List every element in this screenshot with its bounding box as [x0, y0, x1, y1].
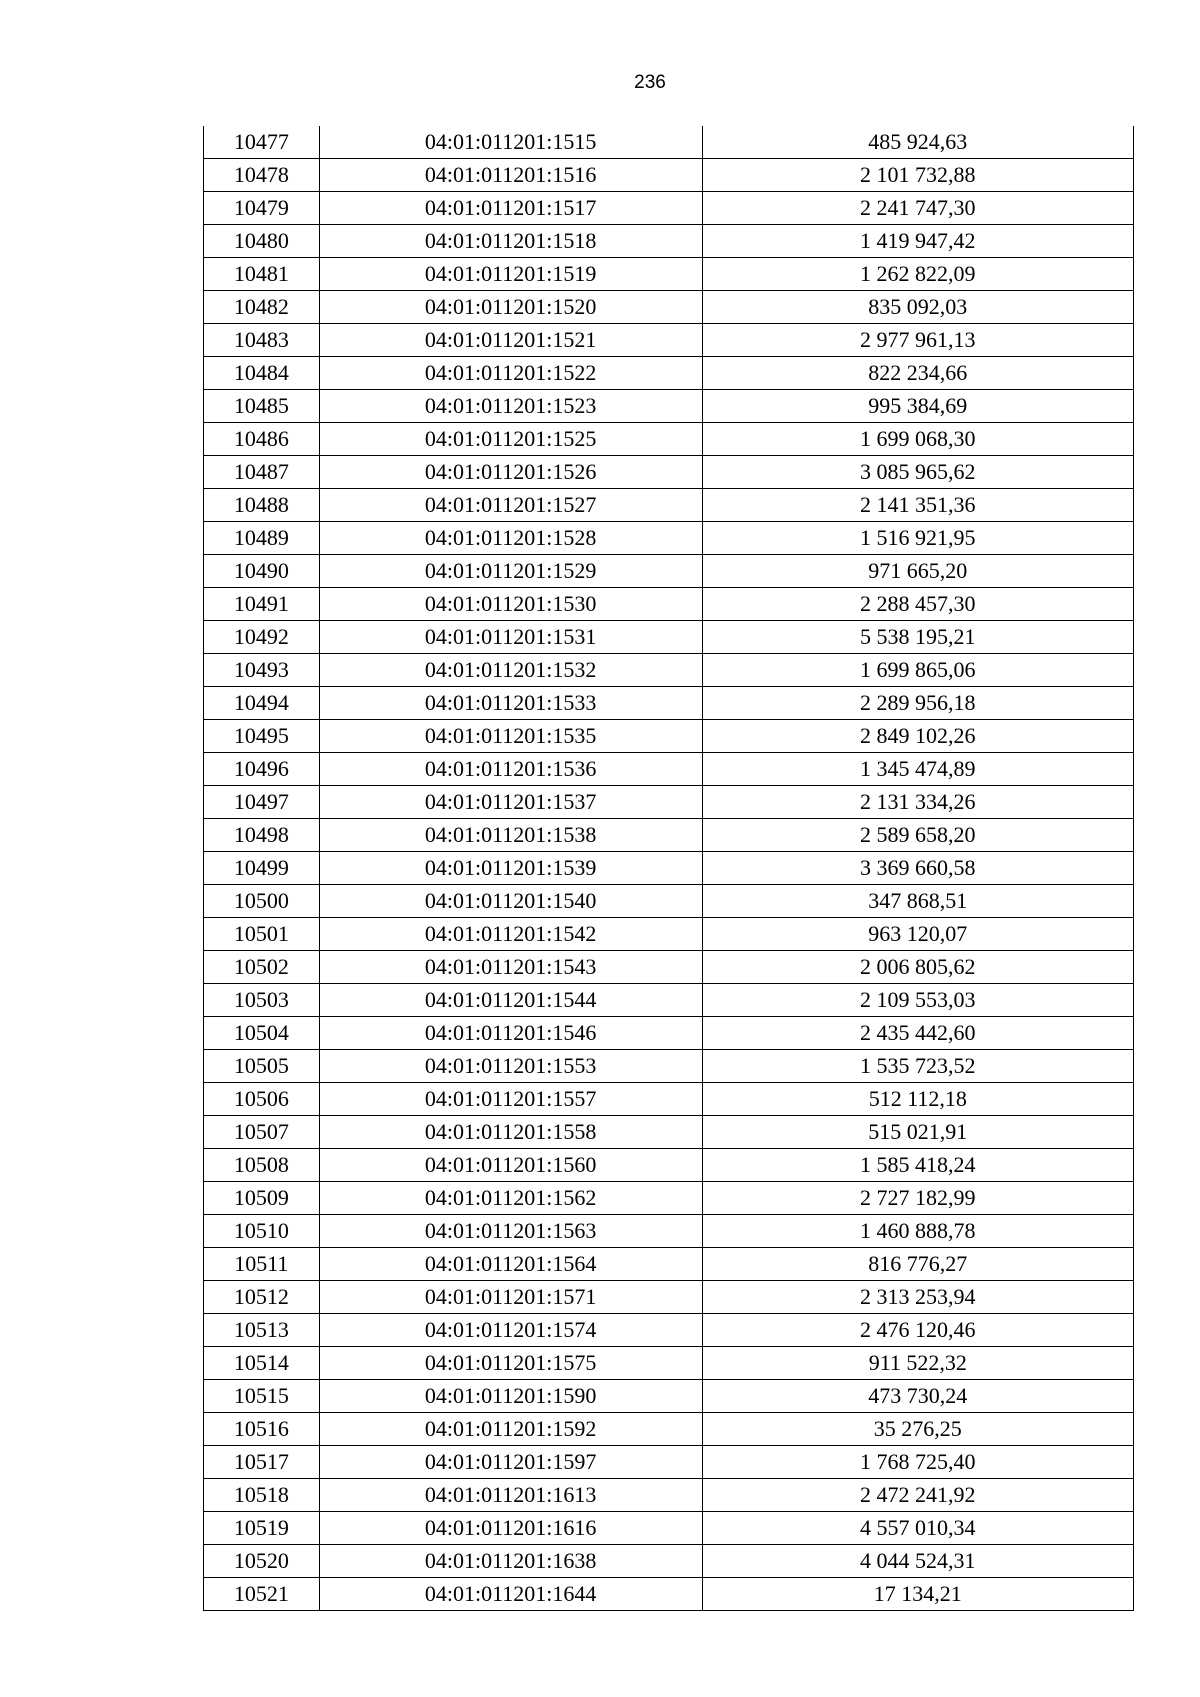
row-number-cell: 10511 — [204, 1248, 320, 1281]
row-number-cell: 10484 — [204, 357, 320, 390]
row-number-cell: 10503 — [204, 984, 320, 1017]
row-number-cell: 10520 — [204, 1545, 320, 1578]
cadastral-value-cell: 3 369 660,58 — [702, 852, 1133, 885]
table-row — [204, 654, 1134, 687]
cadastral-number-cell: 04:01:011201:1521 — [319, 324, 702, 357]
cadastral-value-cell: 512 112,18 — [702, 1083, 1133, 1116]
cadastral-value-cell: 2 472 241,92 — [702, 1479, 1133, 1512]
cadastral-value-cell: 4 557 010,34 — [702, 1512, 1133, 1545]
table-row — [204, 1347, 1134, 1380]
row-number-cell: 10478 — [204, 159, 320, 192]
cadastral-value-cell: 3 085 965,62 — [702, 456, 1133, 489]
cadastral-number-cell: 04:01:011201:1526 — [319, 456, 702, 489]
table-row — [204, 885, 1134, 918]
cadastral-number-cell: 04:01:011201:1574 — [319, 1314, 702, 1347]
table-row — [204, 588, 1134, 621]
row-number-cell: 10486 — [204, 423, 320, 456]
table-row — [204, 324, 1134, 357]
row-number-cell: 10518 — [204, 1479, 320, 1512]
table-row — [204, 687, 1134, 720]
table-row — [204, 456, 1134, 489]
cadastral-number-cell: 04:01:011201:1540 — [319, 885, 702, 918]
cadastral-number-cell: 04:01:011201:1638 — [319, 1545, 702, 1578]
table-row — [204, 1116, 1134, 1149]
cadastral-value-cell: 2 109 553,03 — [702, 984, 1133, 1017]
table-row — [204, 159, 1134, 192]
cadastral-number-cell: 04:01:011201:1590 — [319, 1380, 702, 1413]
cadastral-number-cell: 04:01:011201:1616 — [319, 1512, 702, 1545]
table-row — [204, 1149, 1134, 1182]
table-row — [204, 390, 1134, 423]
cadastral-number-cell: 04:01:011201:1519 — [319, 258, 702, 291]
table-row — [204, 258, 1134, 291]
table-row — [204, 1050, 1134, 1083]
table-row — [204, 1083, 1134, 1116]
cadastral-number-cell: 04:01:011201:1539 — [319, 852, 702, 885]
table-row — [204, 225, 1134, 258]
row-number-cell: 10490 — [204, 555, 320, 588]
cadastral-number-cell: 04:01:011201:1527 — [319, 489, 702, 522]
cadastral-number-cell: 04:01:011201:1544 — [319, 984, 702, 1017]
row-number-cell: 10492 — [204, 621, 320, 654]
cadastral-value-cell: 2 241 747,30 — [702, 192, 1133, 225]
table-row — [204, 852, 1134, 885]
cadastral-value-cell: 911 522,32 — [702, 1347, 1133, 1380]
table-row — [204, 1578, 1134, 1611]
row-number-cell: 10487 — [204, 456, 320, 489]
row-number-cell: 10508 — [204, 1149, 320, 1182]
cadastral-number-cell: 04:01:011201:1520 — [319, 291, 702, 324]
row-number-cell: 10499 — [204, 852, 320, 885]
table-row — [204, 555, 1134, 588]
cadastral-number-cell: 04:01:011201:1542 — [319, 918, 702, 951]
cadastral-value-cell: 995 384,69 — [702, 390, 1133, 423]
row-number-cell: 10512 — [204, 1281, 320, 1314]
row-number-cell: 10495 — [204, 720, 320, 753]
cadastral-number-cell: 04:01:011201:1515 — [319, 126, 702, 159]
cadastral-number-cell: 04:01:011201:1535 — [319, 720, 702, 753]
cadastral-value-cell: 1 699 865,06 — [702, 654, 1133, 687]
table-row — [204, 1182, 1134, 1215]
cadastral-value-cell: 2 849 102,26 — [702, 720, 1133, 753]
cadastral-number-cell: 04:01:011201:1563 — [319, 1215, 702, 1248]
row-number-cell: 10517 — [204, 1446, 320, 1479]
cadastral-value-cell: 1 535 723,52 — [702, 1050, 1133, 1083]
row-number-cell: 10519 — [204, 1512, 320, 1545]
row-number-cell: 10502 — [204, 951, 320, 984]
row-number-cell: 10500 — [204, 885, 320, 918]
table-row — [204, 489, 1134, 522]
table-row — [204, 720, 1134, 753]
row-number-cell: 10485 — [204, 390, 320, 423]
cadastral-value-cell: 485 924,63 — [702, 126, 1133, 159]
table-body — [204, 126, 1134, 1611]
cadastral-number-cell: 04:01:011201:1529 — [319, 555, 702, 588]
row-number-cell: 10482 — [204, 291, 320, 324]
table-row — [204, 1380, 1134, 1413]
cadastral-number-cell: 04:01:011201:1523 — [319, 390, 702, 423]
cadastral-number-cell: 04:01:011201:1575 — [319, 1347, 702, 1380]
cadastral-number-cell: 04:01:011201:1564 — [319, 1248, 702, 1281]
table-row — [204, 522, 1134, 555]
table-row — [204, 1512, 1134, 1545]
cadastral-value-cell: 2 006 805,62 — [702, 951, 1133, 984]
cadastral-value-cell: 1 768 725,40 — [702, 1446, 1133, 1479]
cadastral-value-cell: 971 665,20 — [702, 555, 1133, 588]
row-number-cell: 10480 — [204, 225, 320, 258]
row-number-cell: 10507 — [204, 1116, 320, 1149]
row-number-cell: 10498 — [204, 819, 320, 852]
table-row — [204, 1314, 1134, 1347]
cadastral-value-cell: 1 516 921,95 — [702, 522, 1133, 555]
row-number-cell: 10514 — [204, 1347, 320, 1380]
table-row — [204, 753, 1134, 786]
cadastral-value-cell: 2 977 961,13 — [702, 324, 1133, 357]
cadastral-number-cell: 04:01:011201:1597 — [319, 1446, 702, 1479]
cadastral-number-cell: 04:01:011201:1537 — [319, 786, 702, 819]
cadastral-value-cell: 2 727 182,99 — [702, 1182, 1133, 1215]
cadastral-value-cell: 822 234,66 — [702, 357, 1133, 390]
page-number: 236 — [634, 72, 666, 93]
row-number-cell: 10488 — [204, 489, 320, 522]
table-row — [204, 1281, 1134, 1314]
cadastral-number-cell: 04:01:011201:1571 — [319, 1281, 702, 1314]
cadastral-number-cell: 04:01:011201:1553 — [319, 1050, 702, 1083]
row-number-cell: 10497 — [204, 786, 320, 819]
cadastral-value-cell: 2 131 334,26 — [702, 786, 1133, 819]
table-row — [204, 1215, 1134, 1248]
table-row — [204, 1248, 1134, 1281]
cadastral-number-cell: 04:01:011201:1530 — [319, 588, 702, 621]
cadastral-value-table — [203, 126, 1134, 1611]
row-number-cell: 10477 — [204, 126, 320, 159]
cadastral-number-cell: 04:01:011201:1522 — [319, 357, 702, 390]
row-number-cell: 10504 — [204, 1017, 320, 1050]
cadastral-number-cell: 04:01:011201:1562 — [319, 1182, 702, 1215]
table-row — [204, 126, 1134, 159]
row-number-cell: 10491 — [204, 588, 320, 621]
row-number-cell: 10505 — [204, 1050, 320, 1083]
table-row — [204, 192, 1134, 225]
table-row — [204, 1545, 1134, 1578]
cadastral-number-cell: 04:01:011201:1613 — [319, 1479, 702, 1512]
row-number-cell: 10501 — [204, 918, 320, 951]
cadastral-value-cell: 2 435 442,60 — [702, 1017, 1133, 1050]
table-row — [204, 621, 1134, 654]
cadastral-value-cell: 2 289 956,18 — [702, 687, 1133, 720]
cadastral-value-cell: 2 589 658,20 — [702, 819, 1133, 852]
row-number-cell: 10513 — [204, 1314, 320, 1347]
cadastral-number-cell: 04:01:011201:1644 — [319, 1578, 702, 1611]
cadastral-number-cell: 04:01:011201:1532 — [319, 654, 702, 687]
cadastral-value-cell: 35 276,25 — [702, 1413, 1133, 1446]
table-row — [204, 291, 1134, 324]
cadastral-value-cell: 1 585 418,24 — [702, 1149, 1133, 1182]
row-number-cell: 10510 — [204, 1215, 320, 1248]
row-number-cell: 10481 — [204, 258, 320, 291]
cadastral-number-cell: 04:01:011201:1531 — [319, 621, 702, 654]
cadastral-number-cell: 04:01:011201:1517 — [319, 192, 702, 225]
row-number-cell: 10516 — [204, 1413, 320, 1446]
table-row — [204, 1413, 1134, 1446]
cadastral-value-cell: 1 345 474,89 — [702, 753, 1133, 786]
cadastral-value-cell: 2 476 120,46 — [702, 1314, 1133, 1347]
cadastral-number-cell: 04:01:011201:1538 — [319, 819, 702, 852]
cadastral-number-cell: 04:01:011201:1525 — [319, 423, 702, 456]
cadastral-number-cell: 04:01:011201:1536 — [319, 753, 702, 786]
table-row — [204, 951, 1134, 984]
table-row — [204, 1479, 1134, 1512]
table-row — [204, 1446, 1134, 1479]
row-number-cell: 10483 — [204, 324, 320, 357]
cadastral-number-cell: 04:01:011201:1533 — [319, 687, 702, 720]
row-number-cell: 10489 — [204, 522, 320, 555]
cadastral-value-cell: 4 044 524,31 — [702, 1545, 1133, 1578]
cadastral-value-cell: 963 120,07 — [702, 918, 1133, 951]
cadastral-value-cell: 2 141 351,36 — [702, 489, 1133, 522]
cadastral-number-cell: 04:01:011201:1518 — [319, 225, 702, 258]
row-number-cell: 10496 — [204, 753, 320, 786]
table-row — [204, 786, 1134, 819]
cadastral-value-cell: 2 313 253,94 — [702, 1281, 1133, 1314]
table-row — [204, 819, 1134, 852]
row-number-cell: 10494 — [204, 687, 320, 720]
row-number-cell: 10521 — [204, 1578, 320, 1611]
table-row — [204, 984, 1134, 1017]
cadastral-value-cell: 2 288 457,30 — [702, 588, 1133, 621]
row-number-cell: 10493 — [204, 654, 320, 687]
table-row — [204, 1017, 1134, 1050]
cadastral-number-cell: 04:01:011201:1546 — [319, 1017, 702, 1050]
table-row — [204, 918, 1134, 951]
cadastral-value-cell: 835 092,03 — [702, 291, 1133, 324]
cadastral-value-cell: 5 538 195,21 — [702, 621, 1133, 654]
cadastral-number-cell: 04:01:011201:1560 — [319, 1149, 702, 1182]
cadastral-value-cell: 1 460 888,78 — [702, 1215, 1133, 1248]
cadastral-number-cell: 04:01:011201:1592 — [319, 1413, 702, 1446]
cadastral-value-cell: 347 868,51 — [702, 885, 1133, 918]
cadastral-value-cell: 473 730,24 — [702, 1380, 1133, 1413]
row-number-cell: 10515 — [204, 1380, 320, 1413]
cadastral-value-cell: 816 776,27 — [702, 1248, 1133, 1281]
cadastral-value-cell: 515 021,91 — [702, 1116, 1133, 1149]
cadastral-value-cell: 1 262 822,09 — [702, 258, 1133, 291]
row-number-cell: 10509 — [204, 1182, 320, 1215]
cadastral-value-cell: 1 419 947,42 — [702, 225, 1133, 258]
table-row — [204, 357, 1134, 390]
cadastral-number-cell: 04:01:011201:1557 — [319, 1083, 702, 1116]
table-row — [204, 423, 1134, 456]
cadastral-number-cell: 04:01:011201:1543 — [319, 951, 702, 984]
row-number-cell: 10506 — [204, 1083, 320, 1116]
row-number-cell: 10479 — [204, 192, 320, 225]
cadastral-value-cell: 17 134,21 — [702, 1578, 1133, 1611]
cadastral-value-cell: 1 699 068,30 — [702, 423, 1133, 456]
cadastral-number-cell: 04:01:011201:1516 — [319, 159, 702, 192]
cadastral-value-cell: 2 101 732,88 — [702, 159, 1133, 192]
cadastral-number-cell: 04:01:011201:1558 — [319, 1116, 702, 1149]
cadastral-number-cell: 04:01:011201:1528 — [319, 522, 702, 555]
